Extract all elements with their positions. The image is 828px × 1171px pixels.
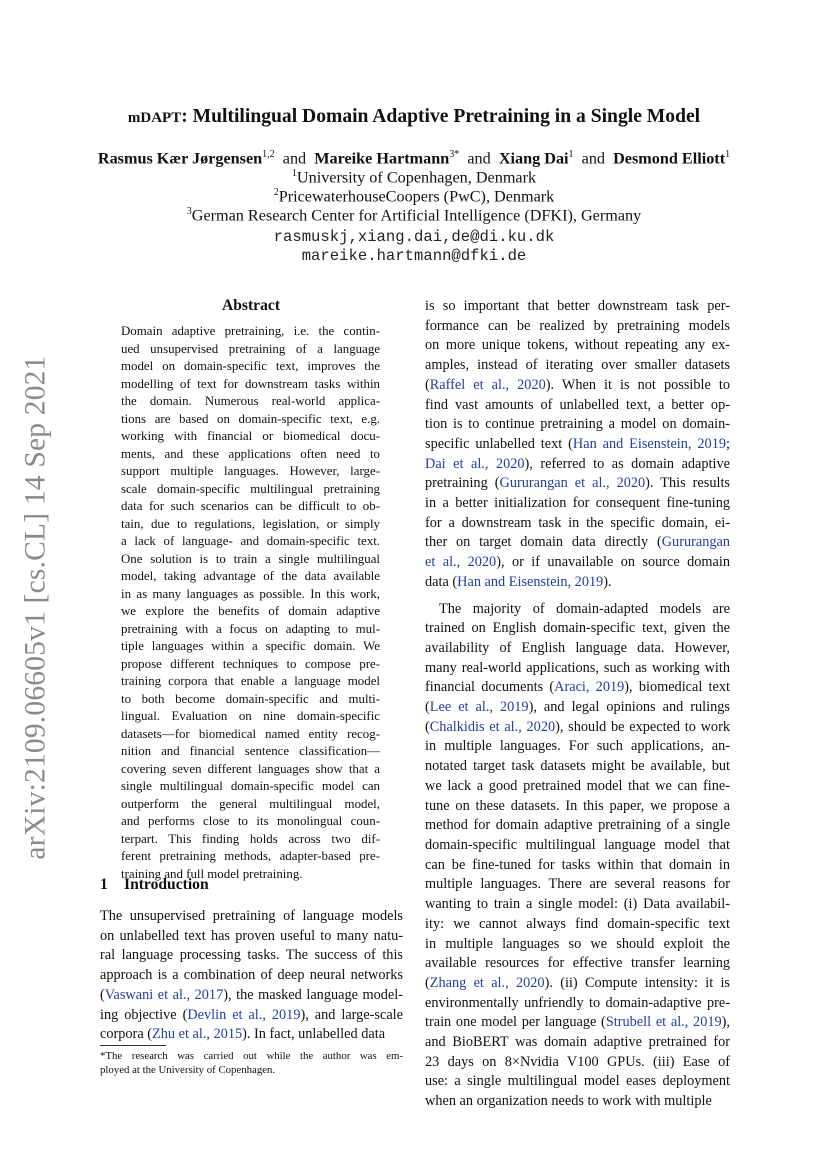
author-separator: and: [581, 149, 606, 168]
text-line: in a better initialization for consequent fine-tuning: [425, 495, 730, 512]
text-line: training and full model pretraining.: [121, 866, 303, 881]
text-line: can be fine-tuned for tasks within that domain in: [425, 856, 730, 873]
text-line: in multiple languages so we should exploit the: [425, 935, 730, 952]
section-heading: [100, 876, 209, 894]
paragraph: [425, 600, 730, 1112]
text-line: (Raffel et al., 2020). When it is not possible to: [425, 376, 730, 393]
text-line: ity: we cannot always find domain-specific text: [425, 915, 730, 932]
text-line: pretraining (Gururangan et al., 2020). This results: [425, 475, 730, 492]
text-line: Domain adaptive pretraining, i.e. the contin-: [121, 324, 380, 338]
text-line: data (Han and Eisenstein, 2019).: [425, 573, 612, 590]
citation-link[interactable]: Gururangan et al., 2020: [499, 475, 646, 492]
text-line: many real-world applications, such as working with: [425, 659, 730, 676]
text-line: multiple languages. There are several reasons for: [425, 876, 730, 893]
text-line: scale domain-specific multilingual pretraining: [121, 481, 380, 496]
paper-title: [0, 106, 828, 128]
text-line: train one model per language (Strubell et al., 2019),: [425, 1014, 730, 1031]
citation-link[interactable]: et al., 2020: [425, 554, 497, 571]
citation-link[interactable]: Dai et al., 2020: [425, 455, 525, 472]
text-line: tiple languages within a specific domain. We: [121, 639, 380, 653]
text-line: on unlabelled text has proven useful to many natu-: [100, 927, 403, 944]
citation-link[interactable]: Zhang et al., 2020: [429, 974, 545, 991]
text-line: terpart. This finding holds across two dif-: [121, 831, 380, 846]
text-line: support multiple languages. However, large-: [121, 464, 380, 478]
citation-link[interactable]: Han and Eisenstein, 2019: [457, 573, 604, 590]
text-line: model, taking advantage of the data available: [121, 569, 380, 583]
text-line: ployed at the University of Copenhagen.: [100, 1064, 276, 1076]
footnote: [100, 1049, 403, 1077]
text-line: environmentally unfriendly to domain-adaptive pre-: [425, 994, 730, 1011]
text-line: (Vaswani et al., 2017), the masked language model-: [100, 986, 403, 1003]
text-line: ther on target domain data directly (Gururangan: [425, 534, 730, 551]
text-line: ued unsupervised pretraining of a language: [121, 341, 380, 356]
abstract-body: [121, 323, 380, 883]
text-line: we explore the benefits of domain adaptive: [121, 604, 380, 618]
text-line: a lack of language- and domain-specific text.: [121, 534, 380, 548]
text-line: and performs close to its monolingual coun-: [121, 814, 380, 828]
text-line: working with financial or biomedical docu-: [121, 429, 380, 443]
text-line: financial documents (Araci, 2019), biomedical text: [425, 679, 730, 696]
section-number: 1: [100, 876, 108, 893]
text-line: modelling of text for downstream tasks within: [121, 376, 380, 391]
text-line: wanting to train a single model: (i) Data availabil-: [425, 896, 730, 913]
section-title: Introduction: [124, 876, 209, 893]
text-line: covering seven different languages show that a: [121, 761, 380, 776]
footnote-rule: [100, 1045, 166, 1046]
text-line: 23 days on 8×Nvidia V100 GPUs. (iii) Ease of: [425, 1053, 730, 1070]
citation-link[interactable]: Raffel et al., 2020: [429, 376, 546, 393]
text-line: (Lee et al., 2019), and legal opinions and rulings: [425, 699, 730, 716]
text-line: notated target task datasets might be available, but: [425, 758, 730, 775]
text-line: amples, instead of iterating over smaller datasets: [425, 357, 730, 374]
right-column: [425, 297, 730, 1112]
text-line: tune on these datasets. In this paper, we propose a: [425, 797, 730, 814]
paragraph: [425, 297, 730, 593]
affil-text: PricewaterhouseCoopers (PwC), Denmark: [278, 187, 555, 206]
text-line: find vast amounts of unlabelled text, a better op-: [425, 396, 730, 413]
author-list: [0, 149, 828, 168]
affil-number: 3: [186, 206, 192, 217]
text-line: formance can be realized by pretraining models: [425, 317, 730, 334]
text-line: ing objective (Devlin et al., 2019), and large-scale: [100, 1006, 403, 1023]
text-line: use: a single multilingual model eases deployment: [425, 1073, 730, 1090]
text-line: we lack a good pretrained model that we can fine-: [425, 777, 730, 794]
citation-link[interactable]: Han and Eisenstein, 2019: [572, 435, 727, 452]
citation-link[interactable]: Gururangan: [661, 534, 730, 551]
affiliation: [0, 206, 828, 225]
text-line: specific unlabelled text (Han and Eisenstein, 2019;: [425, 435, 730, 452]
citation-link[interactable]: Vaswani et al., 2017: [104, 986, 224, 1003]
text-line: corpora (Zhu et al., 2015). In fact, unlabelled data: [100, 1026, 386, 1043]
citation-link[interactable]: Strubell et al., 2019: [605, 1014, 722, 1031]
text-line: in multiple languages. For such applications, an-: [425, 738, 730, 755]
text-line: training corpora that enable a language model: [121, 674, 380, 688]
author-name: Mareike Hartmann: [314, 149, 450, 168]
author-affil-mark: 1: [725, 149, 731, 160]
title-text: : Multilingual Domain Adaptive Pretraining in a Single Model: [181, 106, 701, 127]
arxiv-identifier: arXiv:2109.06605v1 [cs.CL] 14 Sep 2021: [19, 355, 52, 860]
author-affil-mark: 1,2: [262, 149, 275, 160]
text-line: when an organization needs to work with multiple: [425, 1093, 712, 1110]
text-line: approach is a combination of deep neural networks: [100, 967, 403, 984]
text-line: tion is to continue pretraining a model on domain-: [425, 416, 730, 433]
text-line: to both become domain-specific and multi-: [121, 691, 380, 706]
text-line: for a downstream task in the specific domain, ei-: [425, 514, 730, 531]
text-line: model on domain-specific text, improves the: [121, 359, 380, 373]
text-line: tain, due to regulations, legislation, or simply: [121, 516, 380, 531]
text-line: method for domain adaptive pretraining of a single: [425, 817, 730, 834]
citation-link[interactable]: Chalkidis et al., 2020: [429, 718, 556, 735]
text-line: One solution is to train a single multilingual: [121, 551, 380, 566]
text-line: ral language processing tasks. The success of this: [100, 947, 403, 964]
text-line: nition and financial sentence classification—: [121, 744, 380, 758]
text-line: lingual. Evaluation on nine domain-specific: [121, 709, 380, 723]
text-line: ments, and these applications often need to: [121, 446, 380, 461]
text-line: The majority of domain-adapted models are: [439, 600, 730, 617]
text-line: The unsupervised pretraining of language models: [100, 908, 403, 924]
text-line: (Chalkidis et al., 2020), should be expected to work: [425, 718, 730, 735]
text-line: (Zhang et al., 2020). (ii) Compute intensity: it is: [425, 974, 730, 991]
author-email[interactable]: mareike.hartmann@dfki.de: [301, 247, 527, 265]
text-line: and BioBERT was domain adaptive pretrained for: [425, 1034, 730, 1051]
text-line: available resources for effective transfer learning: [425, 955, 730, 972]
affiliation: [0, 187, 828, 206]
author-email[interactable]: rasmuskj,xiang.dai,de@di.ku.dk: [273, 228, 555, 246]
author-separator: and: [282, 149, 307, 168]
text-line: propose different techniques to compose pre-: [121, 656, 380, 671]
text-line: *The research was carried out while the author was em-: [100, 1050, 403, 1062]
text-line: outperform the general multilingual model,: [121, 796, 380, 811]
text-line: domain-specific multilingual language model that: [425, 836, 730, 853]
text-line: tions are based on domain-specific text, e.g.: [121, 411, 380, 426]
text-line: in as many languages as possible. In this work,: [121, 586, 380, 601]
text-line: ferent pretraining methods, adapter-based pre-: [121, 849, 380, 863]
citation-link[interactable]: Devlin et al., 2019: [187, 1006, 301, 1023]
text-line: data for such scenarios can be difficult to ob-: [121, 499, 380, 513]
affiliation: [0, 168, 828, 187]
author-separator: and: [467, 149, 491, 168]
text-line: availability of English language data. However,: [425, 639, 730, 656]
affil-number: 1: [291, 168, 297, 179]
affil-number: 2: [273, 187, 279, 198]
text-line: pretraining with a focus on adapting to mul-: [121, 621, 380, 636]
author-affil-mark: 3*: [449, 149, 460, 160]
citation-link[interactable]: Araci, 2019: [554, 679, 625, 696]
abstract-heading: Abstract: [221, 297, 281, 314]
text-line: is so important that better downstream task per-: [425, 298, 730, 314]
intro-paragraph: [100, 907, 403, 1045]
title-acronym: mDAPT: [127, 110, 182, 126]
author-affil-mark: 1: [568, 149, 574, 160]
affil-text: University of Copenhagen, Denmark: [296, 168, 537, 187]
text-line: on more unique tokens, without repeating any ex-: [425, 337, 730, 354]
text-line: et al., 2020), or if unavailable on source domain: [425, 554, 731, 571]
text-line: Dai et al., 2020), referred to as domain adaptive: [425, 455, 730, 472]
text-line: single multilingual domain-specific model can: [121, 779, 380, 793]
text-line: datasets—for biomedical named entity recog-: [121, 726, 380, 741]
text-line: trained on English domain-specific text, given the: [425, 620, 730, 637]
affil-text: German Research Center for Artificial Intelligence (DFKI), Germany: [191, 206, 642, 225]
author-name: Rasmus Kær Jørgensen: [97, 149, 263, 168]
text-line: the domain. Numerous real-world applica-: [121, 394, 380, 408]
author-name: Xiang Dai: [498, 149, 569, 168]
citation-link[interactable]: Zhu et al., 2015: [152, 1026, 243, 1043]
citation-link[interactable]: Lee et al., 2019: [429, 699, 529, 716]
author-name: Desmond Elliott: [613, 149, 726, 168]
